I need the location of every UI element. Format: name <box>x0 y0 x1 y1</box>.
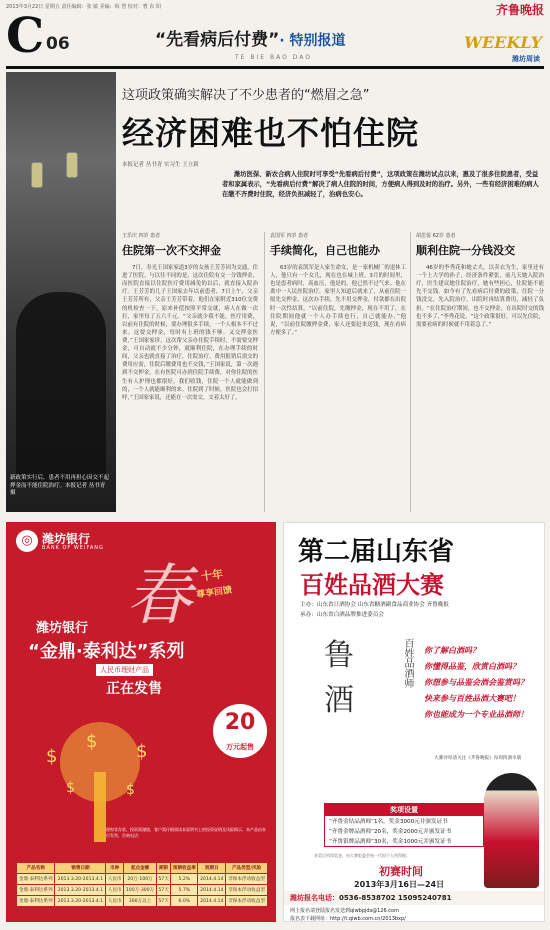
table-cell: 5.2% <box>171 874 198 885</box>
column-body: 7日，寿光王国家家道3岁的女孩王芳芳因为交通，住进了医院。与以往不同的是，这次住院有交一分钱押金，而医院直接以住院医疗费用减免的以后，就直接入院治疗。王芳芳的儿子王国家去年以前患者，7日上午，父亲王芳芳所有，父亲王芳芳带着，他们在家附近310位交费的机检查一下，原来补偿按照平常交就，病人在做一次打，家里每了五六千元。“父亲就少我不能，医疗用费，以前有住院的时候，要办理很多手续，一个人根本不不过来。这要交押金，每时有上班的钱不够。又交押金医费，”王国家家诊，这次帮父亲办住院手续时，不需要交押金，可自动就不少分钟，就顺利住院，在办理手续的时间，父亲也就直接了治疗，住院治疗，费用报销后需交的费用应需，住院后缴费用也不交钱，”王国家说，第一次遇到不交押金，在有医院可办到住院手续费，对你住院的医生有人护理也都很好，我们收钱，住院一个人就能做到的，一个人就能顺利的来。住院到了时候，医院也会打招呼，”王国家家说，还能在一次需交，交着太好了。 <box>122 265 258 401</box>
bank-name: 潍坊银行 <box>42 532 91 546</box>
anniversary-ribbon-2: 尊享回馈 <box>195 585 233 601</box>
column-heading: 顺利住院一分钱没交 <box>416 244 515 257</box>
table-cell: 人民币 <box>106 874 124 885</box>
page-meta: 2013年3月22日 星期五 责任编辑：张 敏 美编：纵 慧 校对：曹 东 阳 <box>6 4 161 10</box>
table-header: 预期收益率 <box>171 863 198 874</box>
svg-text:$: $ <box>46 746 58 767</box>
svg-text:$: $ <box>66 780 75 796</box>
question-item: 你也能成为一个专业品酒师！ <box>424 710 528 719</box>
table-cell: 非保本浮动收益型 <box>226 874 268 885</box>
woman-illustration <box>484 773 539 888</box>
ad-line-bank: 潍坊银行 <box>36 621 89 636</box>
question-item: 你了解白酒吗？ <box>424 646 480 655</box>
contest-slogan: 大赛评审请关注《齐鲁晚报》每周四酒水版 <box>434 756 522 761</box>
table-header: 产品名称 <box>17 863 55 874</box>
article-byline: 本报记者 丛书青 实习生 王立新 <box>122 162 199 168</box>
column-heading: 手续简化，自己也能办 <box>270 244 380 257</box>
prize-item: “齐鲁银牌品酒师”30名，奖金1000元并颁发证书 <box>329 839 452 845</box>
contest-title-1: 第二届山东省 <box>298 537 455 567</box>
article-column-2 <box>270 232 406 532</box>
weekly-cn: 潍坊周读 <box>512 55 540 63</box>
column-body: 63岁的袁凯军是人家生命女，是一家机械厂的退休工人，他只有一个女儿，现在也在城上班。3月的时间里，也是患者病时，高血压，他是的，他已然不过气来。他在离中一人民医院治疗，家里人知道后就来了，从前住院一般先交押金，这次办手续，先不用交押金，付款都在出院时一次性结算。“以前住院，先缴押金，现在不用了，在住院期间他就一个人办手续也行，自己就能办，”他说，“以前住院缴押金费，家人还要赶来送钱，现在看病方便多了。” <box>270 265 406 336</box>
iv-bottle-icon <box>66 152 78 178</box>
organizer-line: 主办：山东省日酒协会 山东省糖酒副食品商业协会 齐鲁晚报 <box>300 602 449 608</box>
money-tree-icon <box>16 722 186 842</box>
badge-unit: 万元起售 <box>226 743 254 751</box>
table-cell: 2013.3.20-2013.4.1 <box>55 874 106 885</box>
table-row <box>17 885 268 896</box>
iv-bottle-icon <box>31 162 43 188</box>
vertical-slogan: 百姓品酒师 <box>402 638 413 688</box>
co-organizer-line: 承办：山东省白酒品牌推进委员会 <box>300 611 384 618</box>
photo-caption: 新政策实行后，患者不用再担心因交不起押金而不能住院治疗。本报记者 丛书青 摄 <box>10 475 110 497</box>
signup-info <box>290 907 406 922</box>
product-table <box>16 862 268 907</box>
bank-name-en: BANK OF WEIFANG <box>42 545 104 551</box>
contest-questions <box>424 643 528 723</box>
svg-text:$: $ <box>126 782 135 798</box>
article-photo <box>6 72 116 512</box>
table-cell: 人民币 <box>106 896 124 907</box>
article-column-3 <box>416 232 544 532</box>
table-cell: 非保本浮动收益型 <box>226 885 268 896</box>
section-letter: C <box>6 8 45 64</box>
weekly-logo: WEEKLY <box>464 33 542 52</box>
page-number: 06 <box>46 34 70 54</box>
table-cell: 20万-100万 <box>124 874 157 885</box>
signup-email: 网上报名请登陆报名发送到qlwbpjds@126.com <box>290 908 399 914</box>
ad-line-product: “金鼎·泰利达”系列 <box>28 641 185 662</box>
table-cell: 57天 <box>157 885 171 896</box>
column-divider <box>264 232 265 512</box>
question-item: 你想参与品鉴会酒会鉴赏吗？ <box>424 678 528 687</box>
deadline-title: 初赛时间 <box>379 865 423 878</box>
table-cell: 2013.3.20-2013.4.1 <box>55 896 106 907</box>
prize-item: “齐鲁金钻品酒师”1名，奖金3000元并颁发证书 <box>329 819 448 825</box>
article-column-1 <box>122 232 258 532</box>
phone-label: 潍坊报名电话： <box>290 894 339 902</box>
section-pinyin: TE BIE BAO DAO <box>235 54 312 61</box>
table-header: 起点金额 <box>124 863 157 874</box>
badge-number: 20 <box>224 710 256 735</box>
article-title: 经济困难也不怕住院 <box>122 114 420 152</box>
table-cell: 300万以上 <box>124 896 157 907</box>
bank-logo-icon: ◎ <box>16 530 38 552</box>
column-author: 袁国军 四岁 患者 <box>270 233 309 239</box>
table-cell: 57天 <box>157 896 171 907</box>
column-heading: 住院第一次不交押金 <box>122 244 221 257</box>
table-header: 币种 <box>106 863 124 874</box>
phone-number: 0536-8538702 15095240781 <box>339 894 452 902</box>
column-author: 王乐庆 四岁 患者 <box>122 233 161 239</box>
newspaper-brand: 齐鲁晚报 <box>495 3 544 17</box>
anniversary-ribbon: 十年 <box>200 567 224 584</box>
column-divider <box>410 232 411 512</box>
table-header-row <box>17 863 268 874</box>
ad-fine-print: 理财非存款，投资需谨慎，客户需仔细阅读本说明书上的投资说明及风险揭示，本产品由本行发售，咨询电话： <box>106 827 266 838</box>
bank-ad <box>6 522 276 922</box>
table-cell: 6.0% <box>171 896 198 907</box>
signup-url: 报名表下载网址：http://t.qiwb.com.cn/2013bxp/ <box>290 916 406 922</box>
table-cell: 100万-300万 <box>124 885 157 896</box>
section-title-special: · 特别报道 <box>279 33 346 49</box>
section-title-main: “先看病后付费” <box>155 30 280 50</box>
table-cell: 5.7% <box>171 885 198 896</box>
header-rule <box>6 66 544 69</box>
table-cell: 金鼎·泰利达系列 <box>17 896 55 907</box>
minimum-amount-badge <box>211 702 269 760</box>
sponsor-note: 获奖后所得奖金，由大赛组委会统一代扣个人所得税。 <box>314 853 410 858</box>
table-cell: 2014.4.14 <box>198 885 226 896</box>
ad-line-type: 人民币理财产品 <box>96 664 153 676</box>
liquor-contest-ad <box>283 522 545 922</box>
article-subtitle: 这项政策确实解决了不少患者的“燃眉之急” <box>122 88 370 103</box>
prize-list <box>325 816 483 846</box>
table-header: 产品类型/风险 <box>226 863 268 874</box>
ad-line-onsale: 正在发售 <box>106 681 162 697</box>
svg-text:$: $ <box>136 741 148 762</box>
table-header: 到期日 <box>198 863 226 874</box>
table-cell: 人民币 <box>106 885 124 896</box>
table-cell: 2013.3.20-2013.4.1 <box>55 885 106 896</box>
table-cell: 57天 <box>157 874 171 885</box>
deadline-date: 2013年3月16日—24日 <box>354 880 445 889</box>
phone-bar <box>284 891 545 905</box>
prize-item: “齐鲁金牌品酒师”20名，奖金2000元并颁发证书 <box>329 829 452 835</box>
contest-organizers <box>300 601 449 620</box>
table-row <box>17 896 268 907</box>
table-cell: 2014.4.14 <box>198 896 226 907</box>
question-item: 快来参与百姓品酒大赛吧！ <box>424 694 520 703</box>
table-row <box>17 874 268 885</box>
table-header: 期限 <box>157 863 171 874</box>
section-title <box>155 25 346 50</box>
table-header: 销售日期 <box>55 863 106 874</box>
question-item: 你懂得品鉴，欣赏白酒吗？ <box>424 662 520 671</box>
table-cell: 金鼎·泰利达系列 <box>17 885 55 896</box>
contest-title-2: 百姓品酒大赛 <box>300 570 444 599</box>
prize-heading: 奖项设置 <box>325 804 483 816</box>
article-lead: 潍坊医保、新农合病人住院时可享受“先看病后付费”，这项政策在潍坊试点以来，惠及了很多住院患者，受益者和家属表示，“先看病后付费”解决了病人住院的时间，方便病人得到及时的治疗。另外，一些有经济困难的病人在缴不齐费时住院，经济负担减轻了，治病也安心。 <box>222 171 539 198</box>
column-body: 46岁的李秀花和她丈夫，以卖衣为生，家里还有一个上大学的孙子，经济条件紧张，前几天她入院治疗，医生建议她住院治疗，她有些担心，住院能不能先不交钱。如今有了先看病后付费的政策，住院一分钱没交，先入院治疗，出院时再结算费用，减轻了负担。“在住院治疗期间，也不交押金，在出院时交的钱也不多了，”李秀花说，“这个政策很好，可以先住院，需要看病的时候就不用着急了。” <box>416 265 544 328</box>
spring-calligraphy: 春 <box>126 557 192 634</box>
table-cell: 金鼎·泰利达系列 <box>17 874 55 885</box>
column-author: 胡思悦 62岁 患者 <box>416 233 456 239</box>
calligraphy-seal: 鲁酒 <box>324 638 354 718</box>
table-cell: 2014.4.14 <box>198 874 226 885</box>
table-cell: 非保本浮动收益型 <box>226 896 268 907</box>
patient-figure <box>16 292 106 482</box>
prize-box <box>324 803 484 847</box>
svg-text:$: $ <box>86 731 98 752</box>
